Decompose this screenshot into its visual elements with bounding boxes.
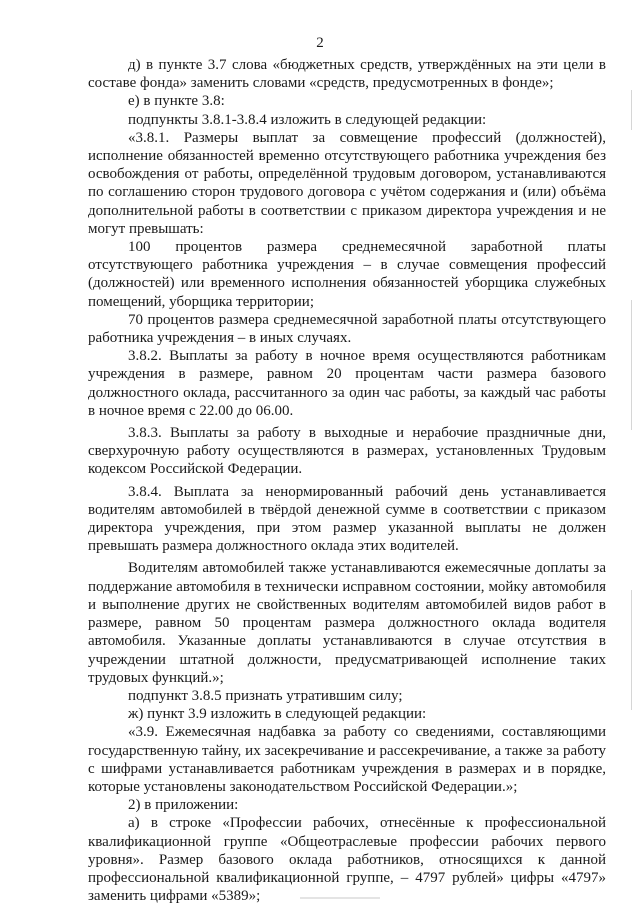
- page-number: 2: [316, 35, 324, 51]
- paragraph-item-a-appendix: а) в строке «Профессии рабочих, отнесённые к профессиональной квалификационной группе «Общеотраслевые профессии рабочих первого уровня». Размер базового оклада работников, относящихся к данной профессиональной квалификационной группе, – 4797 рублей» цифры «4797» заменить цифрами «5389»;: [88, 815, 606, 905]
- paragraph-drivers-allowance: Водителям автомобилей также устанавливаются ежемесячные доплаты за поддержание автомобиля в технически исправном состоянии, мойку автомобиля и выполнение других не свойственных водителям автомобилей видов работ в размере, равном 50 процентам размера должностного оклада водителя автомобиля. Указанные доплаты устанавливаются в случае отсутствия в учреждении штатной должности, предусматривающей исполнение таких трудовых функций.»;: [88, 560, 606, 686]
- paragraph-item-zh: ж) пункт 3.9 изложить в следующей редакции:: [128, 706, 427, 723]
- paragraph-3-8-2: 3.8.2. Выплаты за работу в ночное время осуществляются работникам учреждения в размере, равном 20 процентам части размера базового должностного оклада, рассчитанного за один час работы, за каждый час работы в ночное время с 22.00 до 06.00.: [88, 348, 606, 419]
- paragraph-3-8-4: 3.8.4. Выплата за ненормированный рабочий день устанавливается водителям автомобилей в твёрдой денежной сумме в соответствии с приказом директора учреждения, при этом размер указанной выплаты не должен превышать размера должностного оклада этих водителей.: [88, 483, 606, 555]
- paragraph-subitems-intro: подпункты 3.8.1-3.8.4 изложить в следующей редакции:: [128, 111, 487, 128]
- paragraph-item-e: е) в пункте 3.8:: [128, 93, 225, 110]
- paragraph-100-percent: 100 процентов размера среднемесячной заработной платы отсутствующего работника учреждения – в случае совмещения профессий (должностей) или временного исполнения обязанностей уборщика служебных помещений, уборщика территории;: [88, 239, 606, 310]
- paragraph-3-8-3: 3.8.3. Выплаты за работу в выходные и нерабочие праздничные дни, сверхурочную работу осуществляются в размерах, установленных Трудовым кодексом Российской Федерации.: [88, 425, 606, 478]
- scan-edge-line-mid: [631, 300, 632, 430]
- paragraph-item-d: д) в пункте 3.7 слова «бюджетных средств, утверждённых на эти цели в составе фонда» заменить словами «средств, предусмотренных в фонде»;: [88, 57, 606, 92]
- paragraph-3-8-5: подпункт 3.8.5 признать утратившим силу;: [128, 687, 403, 704]
- paragraph-appendix: 2) в приложении:: [128, 797, 239, 814]
- paragraph-3-8-1: «3.8.1. Размеры выплат за совмещение профессий (должностей), исполнение обязанностей временно отсутствующего работника учреждения без освобождения от работы, определённой трудовым договором, устанавливаются по соглашению сторон трудового договора с учётом содержания и (или) объёма дополнительной работы в соответствии с приказом директора учреждения и не могут превышать:: [88, 129, 606, 237]
- scan-edge-line-top: [631, 90, 632, 130]
- paragraph-3-9: «3.9. Ежемесячная надбавка за работу со сведениями, составляющими государственную тайну, их засекречивание и рассекречивание, а также за работу с шифрами устанавливается работникам учреждения в размерах и в порядке, которые установлены законодательством Российской Федерации.»;: [88, 724, 606, 795]
- document-body: [88, 56, 606, 905]
- scan-edge-line-low: [631, 590, 632, 710]
- scan-artifact: [300, 897, 380, 899]
- paragraph-70-percent: 70 процентов размера среднемесячной заработной платы отсутствующего работника учреждения – в иных случаях.: [88, 311, 606, 347]
